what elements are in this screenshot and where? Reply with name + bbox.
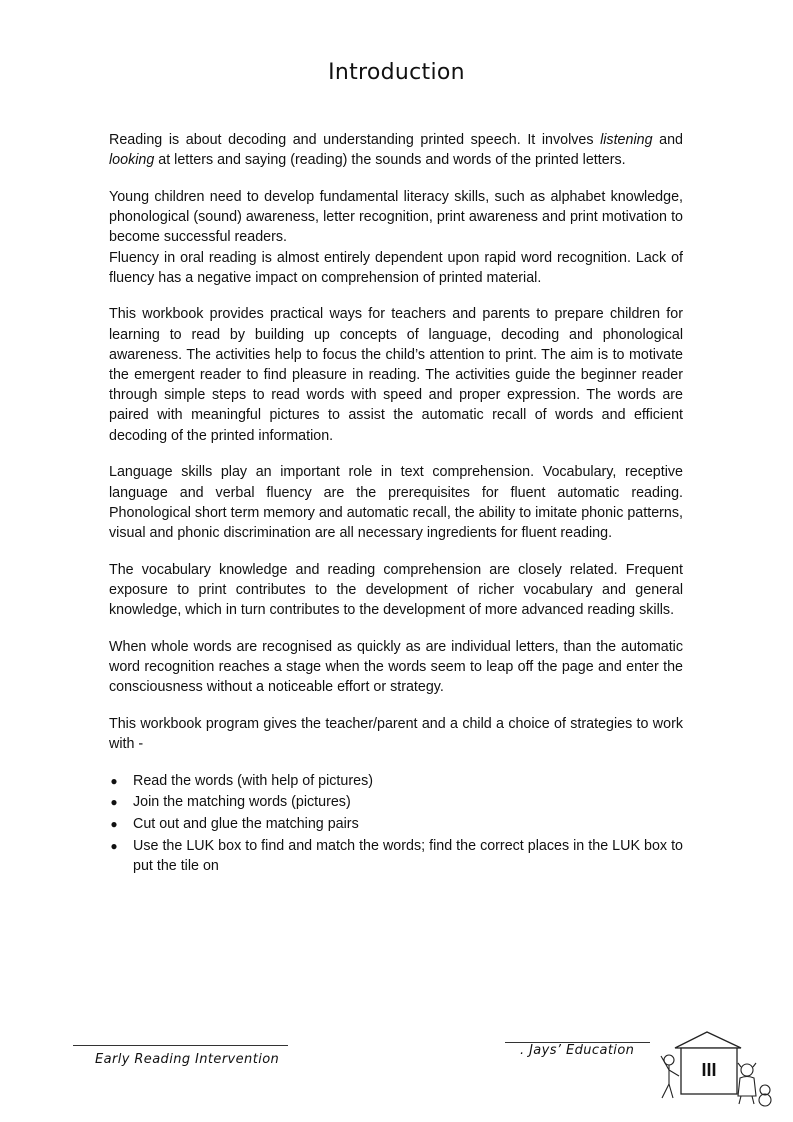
paragraph-text: at letters and saying (reading) the sounds and words of the printed letters. bbox=[154, 152, 626, 169]
paragraph-workbook-purpose: This workbook provides practical ways for teachers and parents to prepare children for learning to read by building up concepts of language, decoding and phonological awareness. The activities help to focus the child’s attention to print. The aim is to motivate the emergent reader to find pleasure in reading. The activities guide the beginner reader through simple steps to read words with speed and proper expression. The words are paired with meaningful pictures to assist the automatic recall of words and efficient decoding of the printed information. bbox=[109, 306, 683, 444]
house-page-badge bbox=[655, 1030, 775, 1110]
footer-series-title: Early Reading Intervention bbox=[95, 1052, 280, 1067]
list-item bbox=[109, 792, 683, 812]
emphasis-looking: looking bbox=[109, 152, 155, 169]
paragraph-vocabulary: The vocabulary knowledge and reading comprehension are closely related. Frequent exposure to print contributes to the development of richer vocabulary and general knowledge, which in turn contributes to the development of more advanced reading skills. bbox=[109, 561, 683, 619]
paragraph-reading-definition bbox=[109, 130, 683, 170]
body-text bbox=[109, 130, 683, 878]
footer-left-rule bbox=[73, 1045, 288, 1046]
paragraph-text: and bbox=[652, 132, 683, 148]
list-item-text: Join the matching words (pictures) bbox=[133, 794, 351, 811]
strategies-list bbox=[109, 771, 683, 877]
paragraph-word-recognition: When whole words are recognised as quickly as are individual letters, than the automatic word recognition reaches a stage when the words seem to leap off the page and enter the consciousness without a noticeable effort or strategy. bbox=[109, 638, 683, 696]
list-item bbox=[109, 836, 683, 876]
bullet-icon: ● bbox=[110, 795, 118, 810]
list-item-text: Cut out and glue the matching pairs bbox=[133, 816, 359, 833]
page-number: III bbox=[701, 1060, 717, 1080]
list-item bbox=[109, 771, 683, 791]
paragraph-text: Reading is about decoding and understanding printed speech. It involves bbox=[109, 132, 601, 148]
house-roof-icon bbox=[675, 1032, 741, 1048]
emphasis-listening: listening bbox=[600, 132, 653, 148]
child-figure-icon bbox=[661, 1055, 679, 1098]
page-title: Introduction bbox=[328, 60, 465, 85]
paragraph-strategies-intro: This workbook program gives the teacher/parent and a child a choice of strategies to work with - bbox=[109, 715, 683, 753]
footer-publisher: . Jays’ Education bbox=[520, 1043, 635, 1058]
paragraph-literacy-skills: Young children need to develop fundamental literacy skills, such as alphabet knowledge, phonological (sound) awareness, letter recognition, print awareness and print motivation to become successful readers. bbox=[109, 188, 683, 246]
paragraph-fluency: Fluency in oral reading is almost entirely dependent upon rapid word recognition. Lack of fluency has a negative impact on comprehension of printed material. bbox=[109, 249, 683, 286]
bullet-icon: ● bbox=[110, 838, 118, 853]
list-item-text: Use the LUK box to find and match the words; find the correct places in the LUK box to put the tile on bbox=[133, 837, 683, 875]
list-item-text: Read the words (with help of pictures) bbox=[133, 772, 373, 789]
list-item bbox=[109, 814, 683, 834]
bullet-icon: ● bbox=[110, 773, 118, 788]
paragraph-language-skills: Language skills play an important role in text comprehension. Vocabulary, receptive language and verbal fluency are the prerequisites for fluent automatic reading. Phonological short term memory and automatic recall, the ability to imitate phonic patterns, visual and phonic discrimination are all necessary ingredients for fluent reading. bbox=[109, 464, 683, 541]
bullet-icon: ● bbox=[110, 817, 118, 832]
child-with-toy-icon bbox=[738, 1063, 771, 1106]
